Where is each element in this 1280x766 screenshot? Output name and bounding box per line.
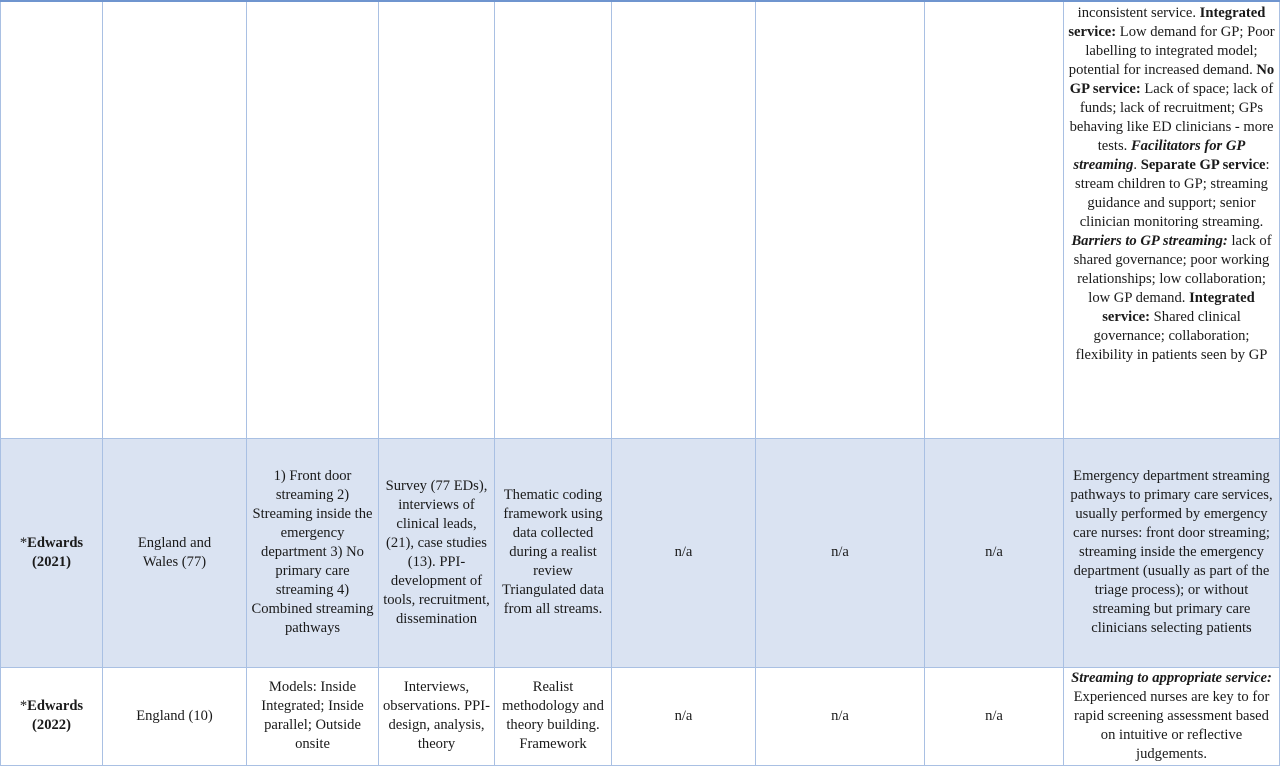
author-cell — [1, 438, 103, 667]
column-7-cell: n/a — [756, 667, 925, 765]
findings-text: Shared clinical governance; collaboration; flexibility in patients seen by GP — [1075, 309, 1268, 363]
country-cell: England and Wales (77) — [103, 438, 247, 667]
models-cell — [247, 1, 379, 438]
analysis-cell: Thematic coding framework using data collected during a realist review Triangulated data from all streams. — [495, 438, 612, 667]
author-year: (2022) — [32, 717, 71, 733]
country-cell — [103, 1, 247, 438]
table-row — [1, 1, 1280, 438]
methods-cell — [379, 1, 495, 438]
findings-cell — [1064, 667, 1280, 765]
analysis-cell: Realist methodology and theory building. Framework — [495, 667, 612, 765]
author-year: (2021) — [32, 553, 71, 570]
findings-heading: Separate GP service — [1140, 157, 1266, 173]
column-6-cell: n/a — [612, 667, 756, 765]
column-7-cell — [756, 1, 925, 438]
models-cell: 1) Front door streaming 2) Streaming inside the emergency department 3) No primary care streaming 4) Combined streaming pathways — [247, 438, 379, 667]
column-6-cell — [612, 1, 756, 438]
methods-cell: Survey (77 EDs), interviews of clinical leads, (21), case studies (13). PPI-development of tools, recruitment, dissemination — [379, 438, 495, 667]
author-cell — [1, 1, 103, 438]
findings-text: Low demand for GP; Poor labelling to integrated model; potential for increased demand. — [1068, 24, 1275, 78]
column-8-cell: n/a — [925, 667, 1064, 765]
findings-text: : stream children to GP; streaming guidance and support; senior clinician monitoring streaming. — [1075, 157, 1270, 230]
author-prefix: * — [19, 698, 28, 714]
findings-cell — [1064, 1, 1280, 438]
findings-text: Experienced nurses are key to for rapid screening assessment based on intuitive or reflective judgements. — [1073, 688, 1270, 762]
findings-text: . — [1133, 157, 1141, 173]
author-name: Edwards — [27, 698, 84, 714]
column-8-cell — [925, 1, 1064, 438]
country-cell: England (10) — [103, 667, 247, 765]
column-7-cell: n/a — [756, 438, 925, 667]
author-name: Edwards — [27, 534, 84, 551]
author-prefix: * — [19, 534, 28, 551]
table-row — [1, 438, 1280, 667]
analysis-cell — [495, 1, 612, 438]
findings-heading: Integrated service: — [1068, 5, 1266, 40]
findings-text: Emergency department streaming pathways to primary care services, usually performed by emergency care nurses: front door streaming; streaming inside the emergency department (usually as part of the triage process); or without streaming but primary care clinicians selecting patients — [1070, 468, 1273, 636]
findings-text: inconsistent service. — [1077, 5, 1200, 21]
author-cell — [1, 667, 103, 765]
column-8-cell: n/a — [925, 438, 1064, 667]
findings-heading: No GP service: — [1069, 62, 1275, 97]
findings-cell — [1064, 438, 1280, 667]
findings-text: lack of shared governance; poor working relationships; low collaboration; low GP demand. — [1073, 233, 1272, 306]
column-6-cell: n/a — [612, 438, 756, 667]
findings-heading: Streaming to appropriate service: — [1071, 669, 1272, 686]
methods-cell: Interviews, observations. PPI-design, analysis, theory — [379, 667, 495, 765]
findings-heading: Barriers to GP streaming: — [1071, 233, 1228, 249]
findings-heading: Integrated service: — [1102, 290, 1255, 325]
models-cell: Models: Inside Integrated; Inside parallel; Outside onsite — [247, 667, 379, 765]
table-row — [1, 667, 1280, 765]
findings-heading: Facilitators for GP streaming — [1073, 138, 1246, 173]
findings-text: Lack of space; lack of funds; lack of recruitment; GPs behaving like ED clinicians - more tests. — [1069, 81, 1274, 154]
